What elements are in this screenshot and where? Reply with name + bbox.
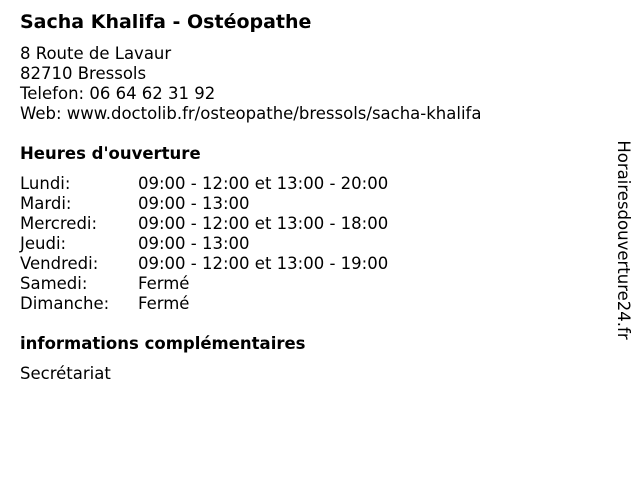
site-watermark: Horairesdouverture24.fr <box>614 140 633 340</box>
day-hours: 09:00 - 12:00 et 13:00 - 18:00 <box>138 214 389 233</box>
day-hours: 09:00 - 12:00 et 13:00 - 19:00 <box>138 254 389 273</box>
day-hours: 09:00 - 12:00 et 13:00 - 20:00 <box>138 174 389 193</box>
website-link: Web: www.doctolib.fr/osteopathe/bressols/sacha-khalifa <box>20 104 482 123</box>
contact-block <box>20 44 481 124</box>
day-label: Vendredi: <box>20 254 99 273</box>
day-label: Samedi: <box>20 274 88 293</box>
day-hours: Fermé <box>138 294 190 313</box>
additional-info-text: Secrétariat <box>20 364 111 383</box>
day-label: Mercredi: <box>20 214 98 233</box>
additional-info-heading: informations complémentaires <box>20 334 306 353</box>
day-label: Lundi: <box>20 174 71 193</box>
business-title: Sacha Khalifa - Ostéopathe <box>20 11 312 33</box>
day-hours: 09:00 - 13:00 <box>138 194 250 213</box>
day-label: Jeudi: <box>20 234 67 253</box>
day-label: Mardi: <box>20 194 72 213</box>
address-street: 8 Route de Lavaur <box>20 44 172 63</box>
address-city: 82710 Bressols <box>20 64 147 83</box>
phone-number: Telefon: 06 64 62 31 92 <box>20 84 216 103</box>
day-label: Dimanche: <box>20 294 110 313</box>
opening-hours-heading: Heures d'ouverture <box>20 144 201 163</box>
day-hours: Fermé <box>138 274 190 293</box>
day-hours: 09:00 - 13:00 <box>138 234 250 253</box>
